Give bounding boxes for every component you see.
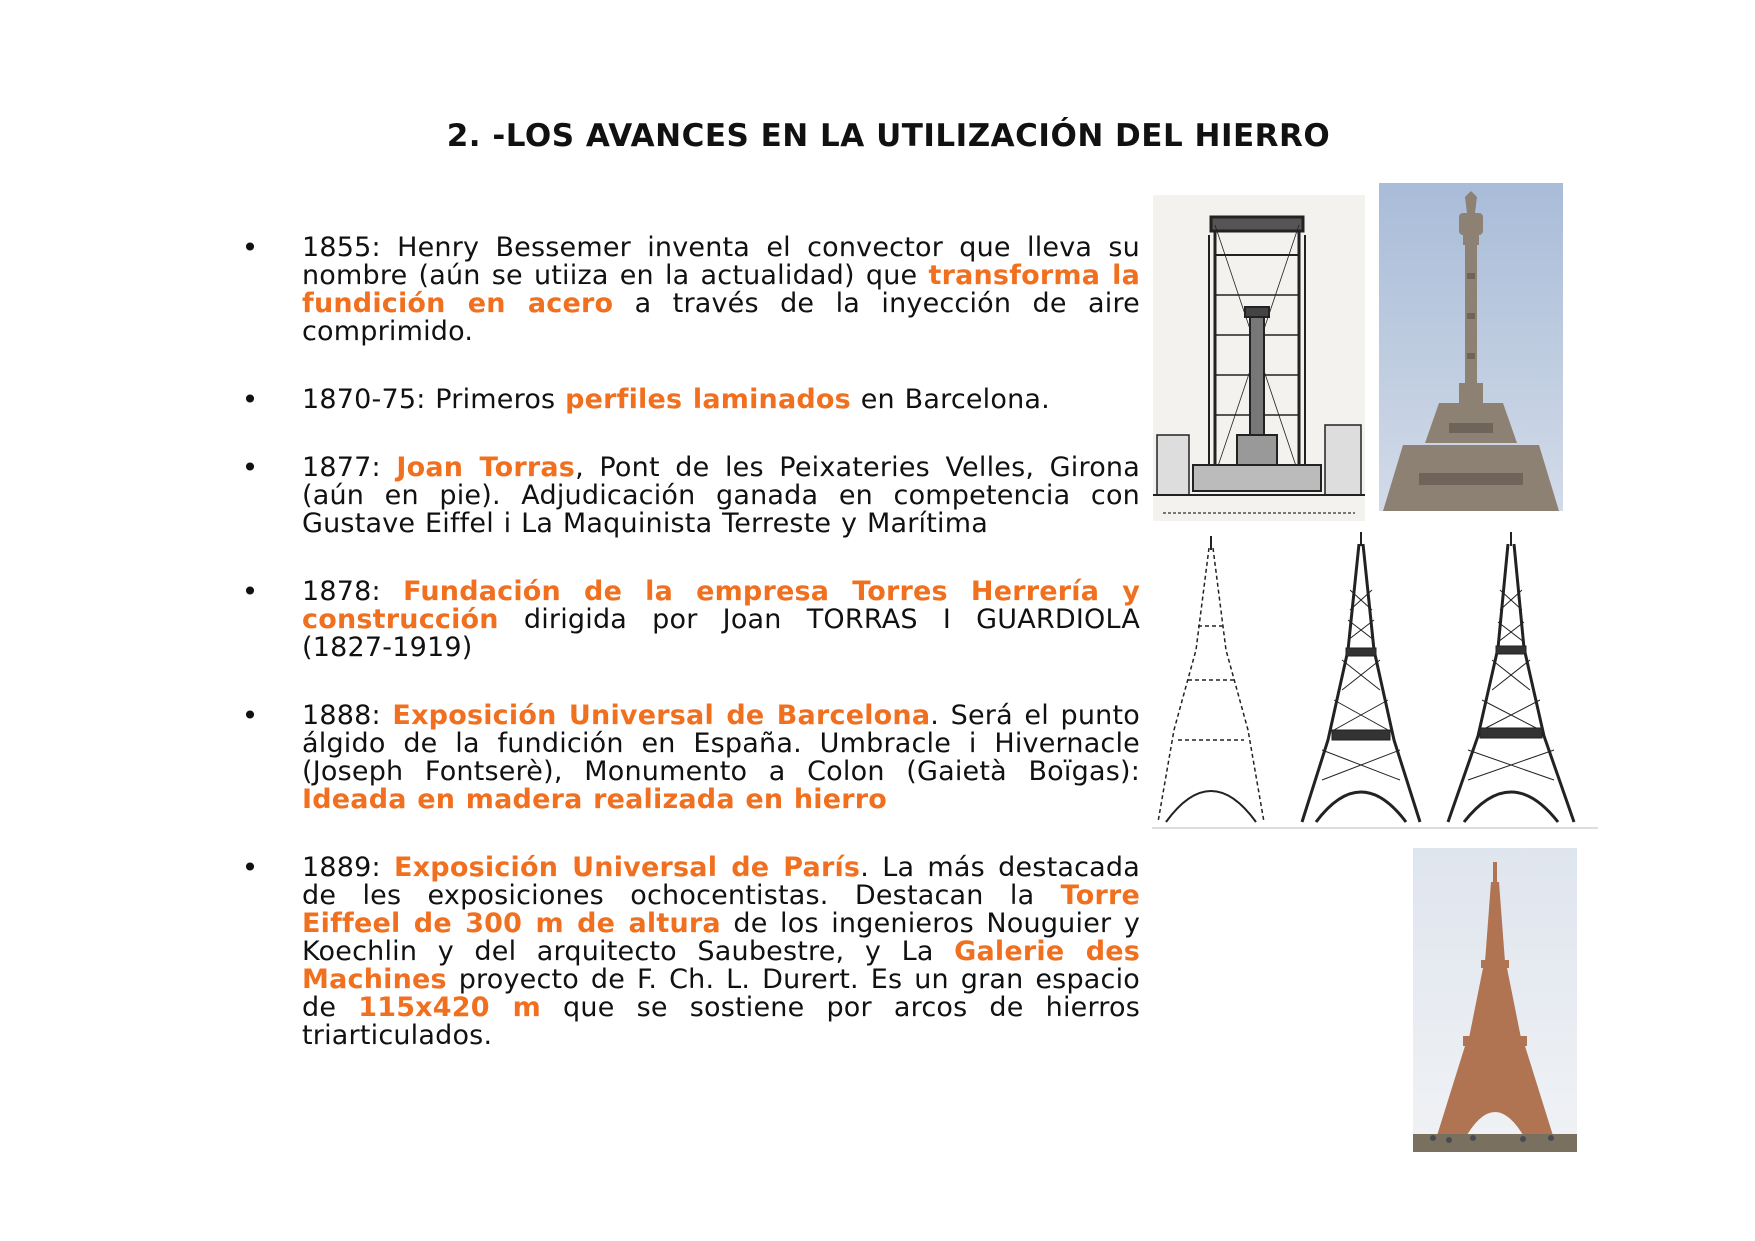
- item-text: 1877: Joan Torras, Pont de les Peixateries Velles, Girona (aún en pie). Adjudicación ganada en competencia con Gustave Eiffel i La Maquinista Terreste y Marítima: [302, 452, 1140, 539]
- list-item: [240, 699, 1141, 815]
- bullet-icon: •: [241, 851, 259, 884]
- bullet-icon: •: [241, 383, 259, 416]
- item-text: 1878: Fundación de la empresa Torres Herrería y construcción dirigida por Joan TORRAS I GUARDIOLA (1827-1919): [302, 576, 1140, 663]
- list-item: [240, 575, 1140, 663]
- bullet-icon: •: [241, 451, 259, 484]
- list-item: [240, 851, 1141, 1051]
- colon-monument-photo: [1379, 183, 1563, 511]
- eiffel-tower-photo: [1413, 848, 1577, 1152]
- eiffel-drawings-image: [1152, 530, 1598, 832]
- list-item: [240, 231, 1140, 347]
- bullet-icon: •: [241, 231, 259, 264]
- page-title: 2. -LOS AVANCES EN LA UTILIZACIÓN DEL HIERRO: [446, 118, 1331, 154]
- bullet-icon: •: [241, 575, 259, 608]
- item-text: 1855: Henry Bessemer inventa el convector que lleva su nombre (aún se utiiza en la actualidad) que transforma la fundición en acero a través de la inyección de aire comprimido.: [302, 232, 1140, 347]
- item-text: 1889: Exposición Universal de París. La más destacada de les exposiciones ochocentistas. Destacan la Torre Eiffeel de 300 m de altura de los ingenieros Nouguier y Koechlin y del arquitecto Saubestre, y La Galerie des Machines proyecto de F. Ch. L. Durert. Es un gran espacio de 115x420 m que se sostiene por arcos de hierros triarticulados.: [302, 852, 1141, 1051]
- item-text: 1888: Exposición Universal de Barcelona. Será el punto álgido de la fundición en España. Umbracle i Hivernacle (Joseph Fontserè), Monumento a Colon (Gaietà Boïgas): Ideada en madera realizada en hierro: [302, 700, 1141, 815]
- bullet-icon: •: [241, 699, 259, 732]
- bullet-list: [240, 231, 1141, 1051]
- scaffold-drawing-image: [1153, 195, 1365, 521]
- list-item: [240, 383, 1140, 416]
- list-item: [240, 451, 1140, 539]
- item-text: 1870-75: Primeros perfiles laminados en Barcelona.: [302, 384, 1050, 415]
